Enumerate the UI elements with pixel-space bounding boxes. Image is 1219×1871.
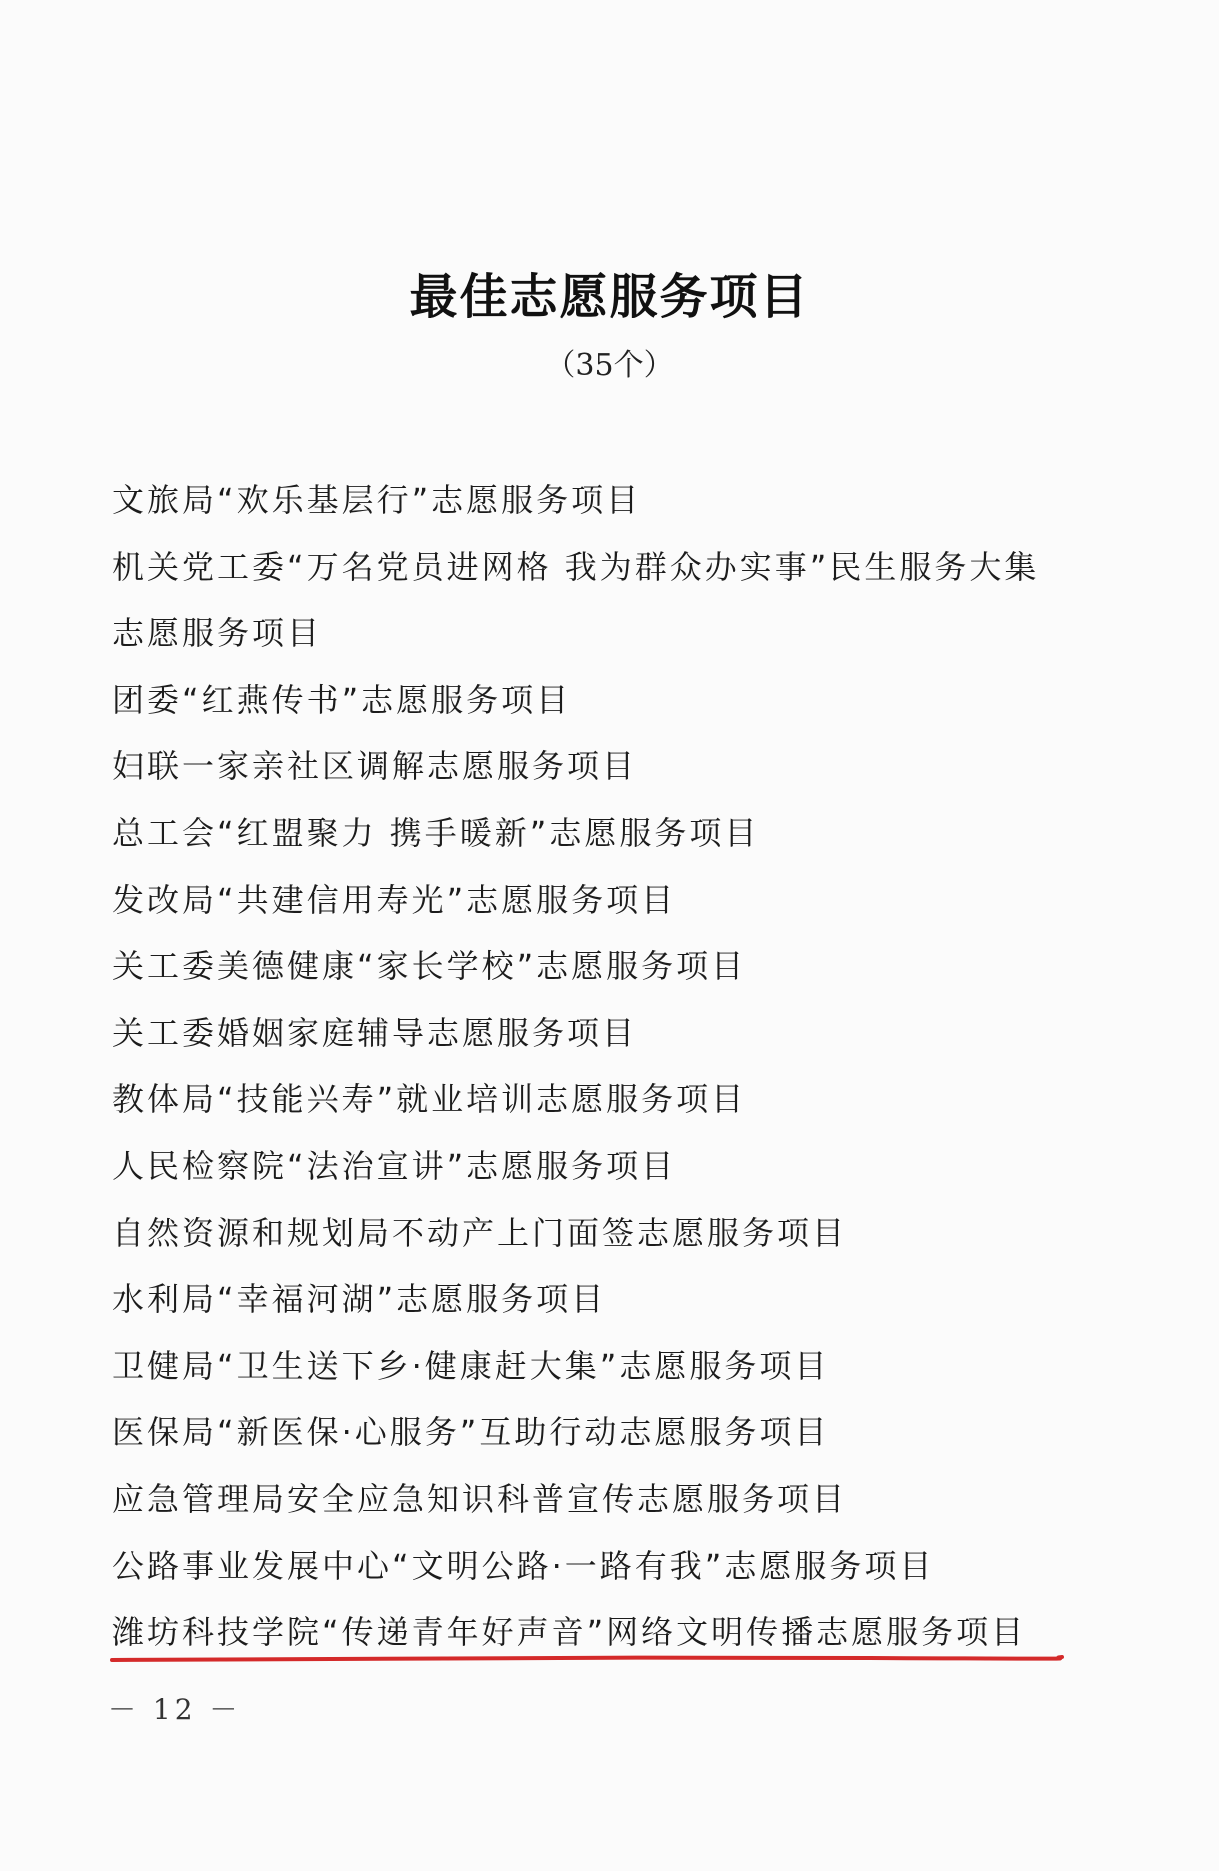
list-item: 文旅局“欢乐基层行”志愿服务项目 — [112, 481, 642, 519]
list-item: 水利局“幸福河湖”志愿服务项目 — [112, 1280, 607, 1319]
list-item: 自然资源和规划局不动产上门面签志愿服务项目 — [112, 1213, 848, 1252]
list-item: 公路事业发展中心“文明公路·一路有我”志愿服务项目 — [112, 1546, 935, 1585]
list-item: 团委“红燕传书”志愿服务项目 — [112, 680, 572, 719]
page-title: 最佳志愿服务项目 — [409, 269, 810, 325]
underline-stroke — [112, 1657, 1062, 1660]
list-item: 人民检察院“法治宣讲”志愿服务项目 — [112, 1146, 677, 1185]
list-item: 机关党工委“万名党员进网格 我为群众办实事”民生服务大集 — [112, 547, 1040, 586]
list-item: 妇联一家亲社区调解志愿服务项目 — [112, 747, 638, 786]
list-item: 教体局“技能兴寿”就业培训志愿服务项目 — [112, 1080, 747, 1119]
list-item: 医保局“新医保·心服务”互助行动志愿服务项目 — [112, 1413, 830, 1452]
project-list — [112, 467, 1122, 1666]
list-item: 总工会“红盟聚力 携手暖新”志愿服务项目 — [112, 813, 760, 852]
red-underline-mark — [110, 1653, 1065, 1665]
list-item: 关工委美德健康“家长学校”志愿服务项目 — [112, 947, 747, 986]
list-item: 发改局“共建信用寿光”志愿服务项目 — [112, 880, 677, 919]
highlighted-list-item: 潍坊科技学院“传递青年好声音”网络文明传播志愿服务项目 — [112, 1613, 1027, 1652]
list-item: 志愿服务项目 — [112, 614, 323, 653]
list-item: 关工委婚姻家庭辅导志愿服务项目 — [112, 1013, 638, 1052]
item-count: （35个） — [545, 348, 674, 383]
page-number: － 12 － — [108, 1693, 242, 1726]
list-item: 应急管理局安全应急知识科普宣传志愿服务项目 — [112, 1479, 848, 1518]
list-item: 卫健局“卫生送下乡·健康赶大集”志愿服务项目 — [112, 1346, 830, 1385]
